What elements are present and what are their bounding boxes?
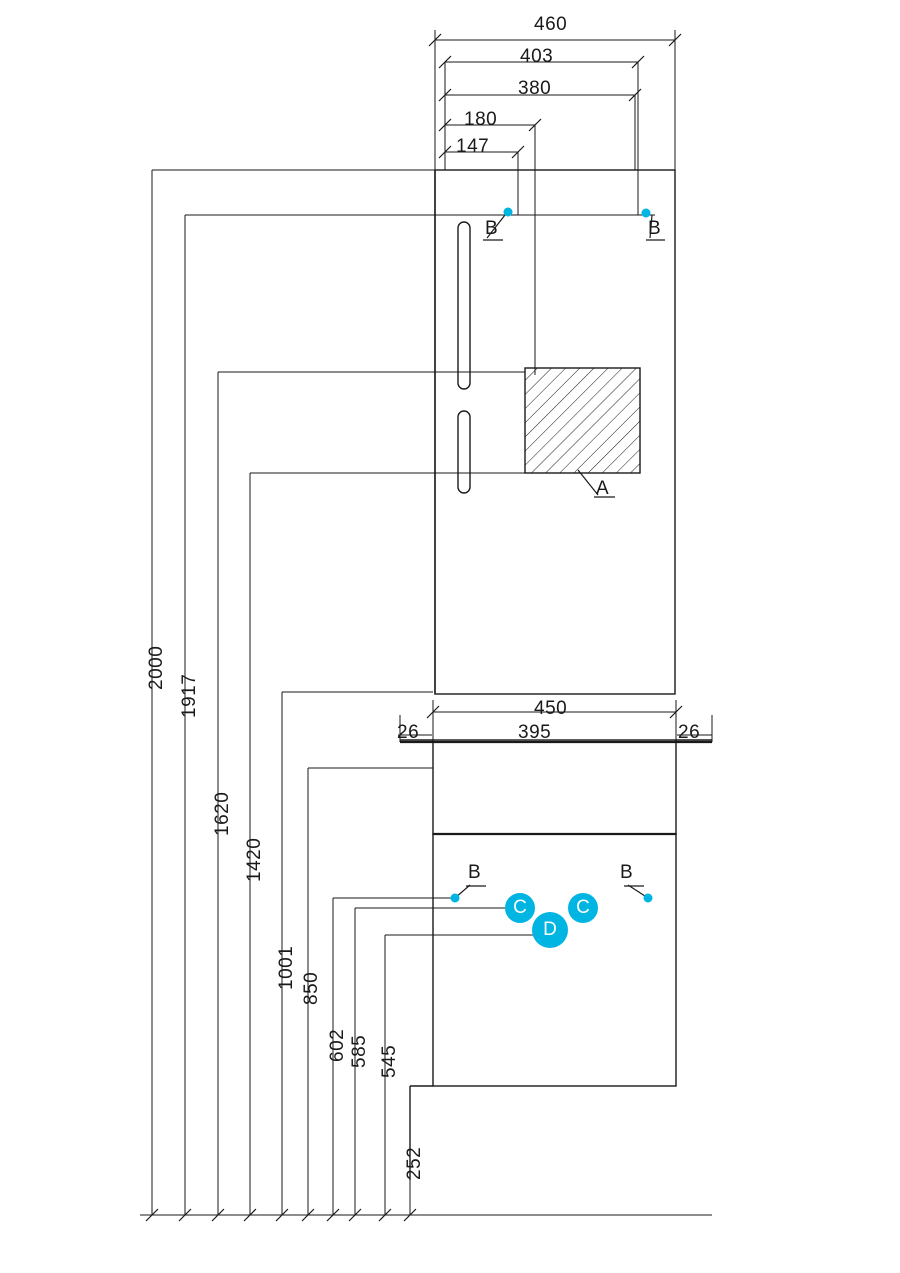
vertical-dimension-leaders: [140, 170, 712, 1215]
hatch-region-a: [525, 368, 640, 473]
accent-dot-b3: [451, 894, 460, 903]
dimension-1420: 1420: [244, 837, 265, 882]
dimension-2000: 2000: [146, 645, 167, 690]
dimension-403: 403: [520, 46, 554, 67]
dimension-460: 460: [534, 14, 568, 35]
accent-dot-b2: [642, 209, 651, 218]
callout-leaders: [455, 215, 665, 898]
accent-markers: [451, 208, 653, 949]
dimension-1620: 1620: [212, 791, 233, 836]
dimension-545: 545: [379, 1044, 400, 1078]
callout-d: D: [543, 919, 557, 940]
handle-slot-lower: [458, 411, 470, 493]
dimension-395: 395: [518, 722, 552, 743]
dimension-602: 602: [327, 1028, 348, 1062]
dimension-585: 585: [349, 1034, 370, 1068]
dimension-26-right: 26: [678, 722, 701, 743]
dimension-450: 450: [534, 698, 568, 719]
callout-a-hatch: A: [596, 478, 609, 499]
dimension-180: 180: [464, 109, 498, 130]
dimension-380: 380: [518, 78, 552, 99]
callout-b-top-right: B: [648, 218, 661, 239]
dimension-147: 147: [456, 136, 490, 157]
cabinet-outlines: [400, 170, 712, 1180]
callout-b-top-left: B: [485, 218, 498, 239]
dimension-1001: 1001: [276, 945, 297, 990]
callout-b-bottom-left: B: [468, 862, 481, 883]
top-horizontal-dimensions: [435, 30, 675, 375]
callout-c-right: C: [576, 897, 590, 918]
dimension-1917: 1917: [179, 673, 200, 718]
dimension-252: 252: [404, 1146, 425, 1180]
handle-slot-upper: [458, 222, 470, 389]
dimension-26-left: 26: [397, 722, 420, 743]
accent-dot-b1: [504, 208, 513, 217]
callout-c-left: C: [513, 897, 527, 918]
dimension-850: 850: [301, 971, 322, 1005]
vanity-counter: [433, 740, 676, 834]
accent-dot-b4: [644, 894, 653, 903]
callout-b-bottom-right: B: [620, 862, 633, 883]
